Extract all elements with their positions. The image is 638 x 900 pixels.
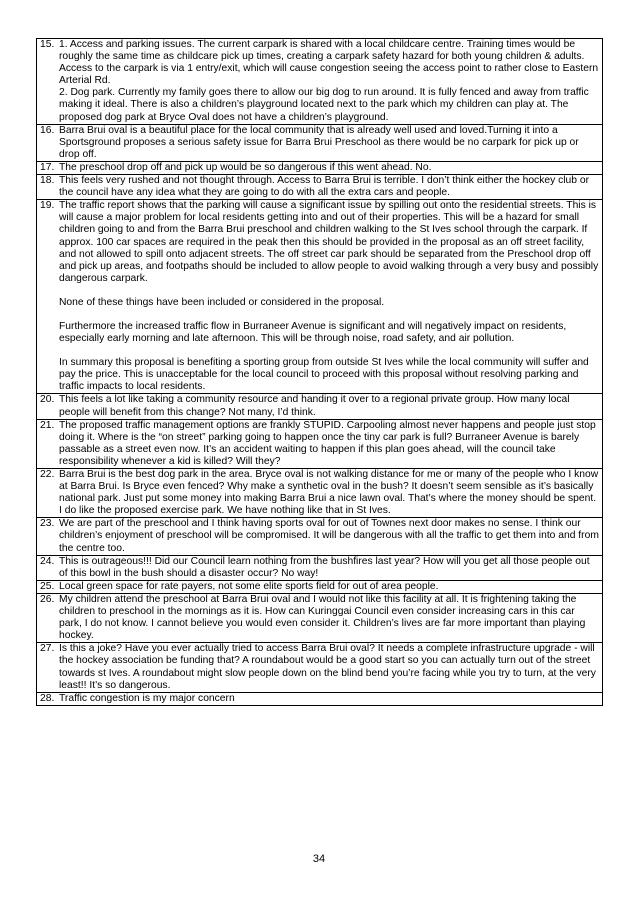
response-item — [40, 693, 599, 705]
response-paragraph: Furthermore the increased traffic flow in Burraneer Avenue is significant and will negatively impact on residents, especially early morning and late afternoon. This will be through noise, road safety, and air pollution. — [59, 320, 567, 345]
response-paragraph: Is this a joke? Have you ever actually tried to access Barra Brui oval? It needs a complete infrastructure upgrade - will the hockey association be funding that? A roundabout would be a good start so you can actually turn out of the street towards st Ives. A roundabout might slow people down on the blind bend you’re facing while you try to turn, at the very least!! It’s so dangerous. — [59, 643, 596, 691]
response-paragraph: Local green space for rate payers, not some elite sports field for out of area people. — [59, 580, 439, 592]
response-number: 16. — [40, 124, 55, 136]
response-paragraph: This is outrageous!!! Did our Council learn nothing from the bushfires last year? How will you get all those people out of this bowl in the bush should a disaster occur? No way! — [59, 555, 590, 579]
response-number: 23. — [40, 518, 55, 530]
response-row — [37, 200, 603, 394]
response-text — [59, 643, 599, 691]
response-number: 18. — [40, 175, 55, 187]
response-number: 24. — [40, 555, 55, 567]
response-paragraph: The traffic report shows that the parking will cause a significant issue by spilling out onto the residential streets. This is will cause a major problem for local residents getting into and out of their properties. This will be a hazard for small children going to and from the Barra Brui preschool and children walking to the St Ives school through the carpark. If approx. 100 car spaces are required in the peak then this should be provided in the proposal as an off street facility, and not allowed to spill onto adjacent streets. The off street car park should be separated from the Preschool drop off and pick up areas, and footpaths should be included to allow people to avoid walking through a very busy and possibly dangerous carpark. — [59, 200, 599, 284]
response-row — [37, 394, 603, 419]
response-paragraph: 1. Access and parking issues. The current carpark is shared with a local childcare centre. Training times would be roughly the same time as childcare pick up times, creating a carpark safety hazard for both young children & adults. Access to the carpark is via 1 entry/exit, which will cause congestion seeing the access point to rather close to Eastern Arterial Rd. — [59, 39, 599, 87]
response-text — [59, 469, 599, 517]
response-cell — [37, 692, 603, 705]
response-row — [37, 39, 603, 125]
response-number: 28. — [40, 692, 55, 704]
response-text — [59, 693, 599, 705]
response-item — [40, 643, 599, 691]
response-paragraph: Traffic congestion is my major concern — [59, 692, 235, 704]
response-paragraph: Barra Brui oval is a beautiful place for the local community that is already well used and loved.Turning it into a Sportsground proposes a serious safety issue for Barra Brui Preschool as there would be no carpark for pick up or drop off. — [59, 124, 579, 160]
responses-table — [36, 38, 603, 706]
response-item — [40, 200, 599, 393]
response-paragraph: Barra Brui is the best dog park in the area. Bryce oval is not walking distance for me or many of the people who I know at Barra Brui. Is Bryce even fenced? Why make a synthetic oval in the bush? It doesn’t seem sensible as it’s basically national park. Just put some money into making Barra Brui a nice lawn oval. That’s where the money should be spent. I do like the proposed exercise park. We have nothing like that in St Ives. — [59, 469, 599, 517]
response-paragraph: In summary this proposal is benefiting a sporting group from outside St Ives while the local community will suffer and pay the price. This is unacceptable for the local council to proceed with this proposal without resolving parking and traffic impacts to local residents. — [59, 357, 589, 393]
response-cell — [37, 124, 603, 161]
response-paragraph: 2. Dog park. Currently my family goes there to allow our big dog to run around. It is fully fenced and away from traffic making it ideal. There is also a children’s playground located next to the park which my children can play at. The proposed dog park at Bryce Oval does not have a children’s playground. — [59, 87, 589, 123]
response-item — [40, 469, 599, 517]
response-cell — [37, 161, 603, 174]
response-item — [40, 39, 599, 124]
response-number: 21. — [40, 419, 55, 431]
response-text — [59, 162, 599, 174]
response-text — [59, 394, 599, 418]
response-item — [40, 581, 599, 593]
response-number: 15. — [40, 39, 55, 50]
response-row — [37, 124, 603, 161]
response-number: 26. — [40, 593, 55, 605]
response-cell — [37, 469, 603, 518]
response-number: 22. — [40, 469, 55, 480]
response-item — [40, 162, 599, 174]
response-number: 25. — [40, 580, 55, 592]
response-text — [59, 556, 599, 580]
response-text — [59, 581, 599, 593]
response-text — [59, 175, 599, 199]
response-cell — [37, 580, 603, 593]
response-row — [37, 518, 603, 555]
response-row — [37, 175, 603, 200]
response-paragraph: The proposed traffic management options are frankly STUPID. Carpooling almost never happens and people just stop doing it. Where is the “on street” parking going to happen once the tiny car park is full? Burraneer Avenue is barely passable as a street even now. It’s an accident waiting to happen if this plan goes ahead, will the council take responsibility whenever a kid is killed? Will they? — [59, 419, 596, 467]
response-cell — [37, 419, 603, 468]
response-cell — [37, 643, 603, 692]
response-row — [37, 692, 603, 705]
response-paragraph: None of these things have been included or considered in the proposal. — [59, 296, 385, 308]
response-item — [40, 394, 599, 418]
response-row — [37, 469, 603, 518]
response-row — [37, 643, 603, 692]
response-paragraph: This feels very rushed and not thought through. Access to Barra Brui is terrible. I don’t think either the hockey club or the council have any idea what they are going to do with all the extra cars and people. — [59, 175, 589, 199]
response-row — [37, 161, 603, 174]
response-text — [59, 39, 599, 124]
response-cell — [37, 394, 603, 419]
response-item — [40, 556, 599, 580]
response-item — [40, 420, 599, 468]
response-item — [40, 518, 599, 554]
response-item — [40, 175, 599, 199]
response-paragraph: The preschool drop off and pick up would be so dangerous if this went ahead. No. — [59, 161, 432, 173]
response-text — [59, 125, 599, 161]
response-number: 17. — [40, 161, 55, 173]
response-cell — [37, 200, 603, 394]
response-text — [59, 420, 599, 468]
response-text — [59, 200, 599, 393]
response-number: 20. — [40, 394, 55, 406]
response-cell — [37, 518, 603, 555]
response-paragraph: We are part of the preschool and I think having sports oval for out of Townes next door makes no sense. I think our children’s enjoyment of preschool will be compromised. It will be dangerous with all the traffic to get them into and from the centre too. — [59, 518, 599, 554]
response-number: 19. — [40, 200, 55, 212]
response-number: 27. — [40, 643, 55, 655]
response-cell — [37, 555, 603, 580]
response-row — [37, 419, 603, 468]
response-item — [40, 125, 599, 161]
responses-table-body — [37, 39, 603, 706]
response-paragraph: This feels a lot like taking a community resource and handing it over to a regional private group. How many local people will benefit from this change? Not many, I’d think. — [59, 394, 570, 418]
page-number: 34 — [312, 853, 326, 865]
response-text — [59, 594, 599, 642]
response-paragraph: My children attend the preschool at Barra Brui oval and I would not like this facility at all. It is frightening taking the children to preschool in the mornings as it is. How can Kuringgai Council even consider increasing cars in this car park, I do not know. I cannot believe you would even consider it. Children’s lives are far more important than playing hockey. — [59, 593, 586, 642]
response-item — [40, 594, 599, 642]
response-row — [37, 593, 603, 642]
response-cell — [37, 175, 603, 200]
response-text — [59, 518, 599, 554]
response-cell — [37, 593, 603, 642]
response-cell — [37, 39, 603, 125]
response-row — [37, 555, 603, 580]
response-row — [37, 580, 603, 593]
